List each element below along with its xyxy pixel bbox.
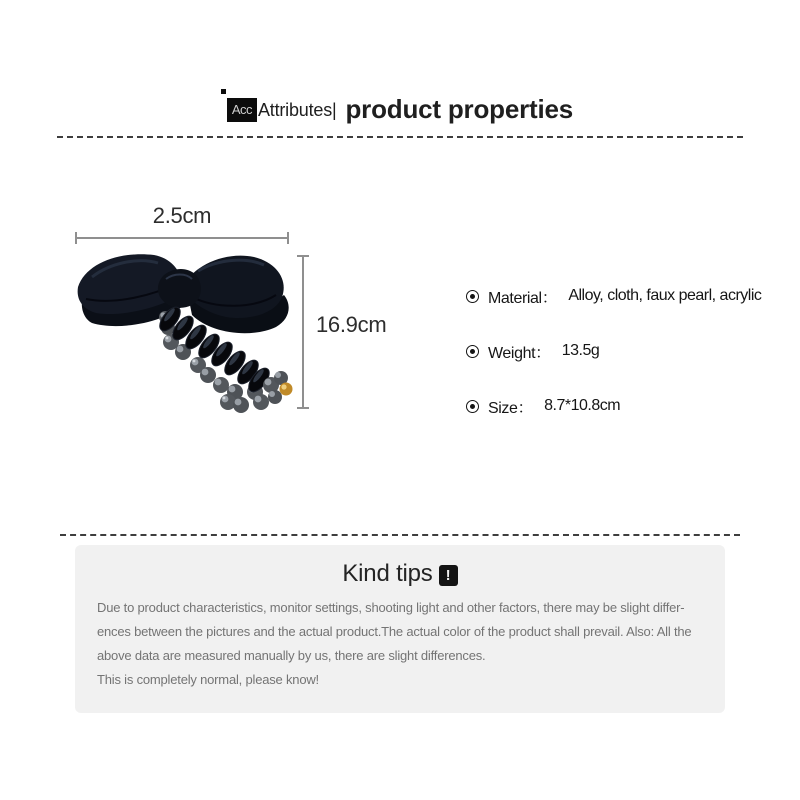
material-label: Material：: [488, 289, 558, 307]
property-row-size: [466, 394, 620, 418]
height-measure-line: [297, 255, 309, 409]
material-value: Alloy, cloth, faux pearl, acrylic: [568, 287, 762, 304]
gold-bead-icon: [280, 383, 293, 396]
tips-line: above data are measured manually by us, there are slight differences.: [97, 648, 486, 663]
circle-dot-bullet-icon: [466, 400, 479, 413]
size-label: Size：: [488, 399, 534, 417]
kind-tips-body: [97, 596, 703, 692]
height-dimension-label: 16.9cm: [316, 312, 387, 337]
tips-line: Due to product characteristics, monitor settings, shooting light and other factors, there may be slight differ-: [97, 600, 685, 615]
circle-dot-bullet-icon: [466, 345, 479, 358]
product-photo-bow-clip: [58, 243, 298, 423]
bottom-dashed-divider: [60, 534, 740, 536]
badge-corner-square-icon: [221, 89, 226, 94]
weight-label: Weight：: [488, 344, 551, 362]
property-row-material: [466, 284, 761, 308]
exclamation-icon: !: [439, 565, 458, 586]
tips-line: ences between the pictures and the actual product.The actual color of the product shall prevail. Also: All the: [97, 624, 692, 639]
page-title: product properties: [345, 94, 574, 124]
weight-value: 13.5g: [561, 342, 600, 359]
circle-dot-bullet-icon: [466, 290, 479, 303]
top-dashed-divider: [57, 136, 743, 138]
kind-tips-title: Kind tips: [342, 560, 433, 587]
tips-line: This is completely normal, please know!: [97, 672, 319, 687]
attributes-label: Attributes|: [257, 100, 337, 120]
width-dimension-label: 2.5cm: [152, 203, 212, 228]
property-row-weight: [466, 339, 599, 363]
kind-tips-panel: [75, 545, 725, 713]
size-value: 8.7*10.8cm: [544, 397, 621, 414]
kind-tips-header: [75, 545, 725, 588]
page-header: [0, 94, 800, 125]
acc-badge-label: Acc: [227, 98, 257, 122]
acc-badge: [227, 98, 257, 122]
